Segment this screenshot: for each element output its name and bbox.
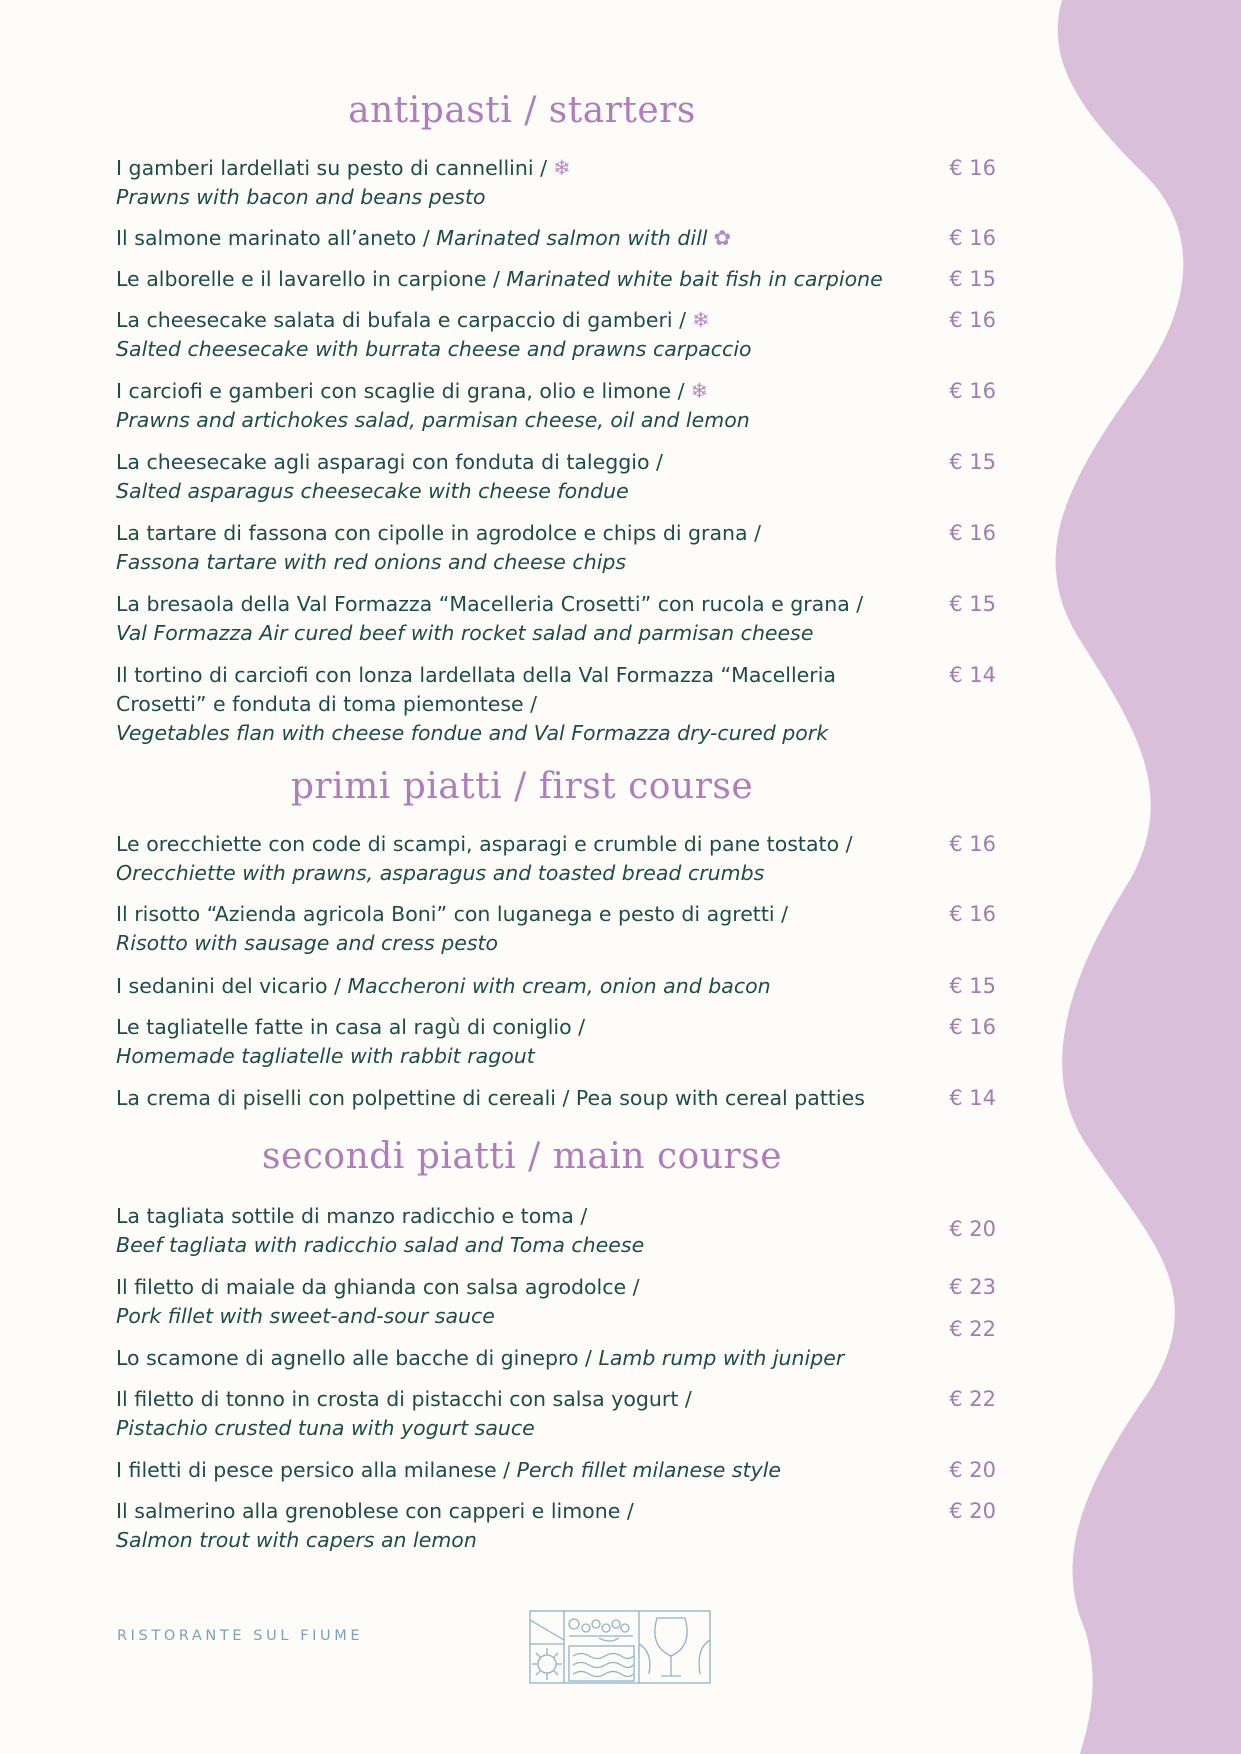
item-description: [116, 661, 886, 748]
menu-item: [116, 448, 996, 506]
item-name-italian: I gamberi lardellati su pesto di cannellini /: [116, 156, 547, 180]
item-description: [116, 830, 886, 888]
menu-item: [116, 265, 996, 294]
item-name-english: Vegetables flan with cheese fondue and Val Formazza dry-cured pork: [116, 721, 829, 745]
item-name-italian: Il salmerino alla grenoblese con capperi e limone /: [116, 1499, 634, 1523]
item-description: [116, 1497, 886, 1555]
item-price: € 20: [949, 1499, 996, 1523]
item-price: € 16: [949, 902, 996, 926]
item-name-italian: I filetti di pesce persico alla milanese /: [116, 1458, 517, 1482]
item-name-italian: Il tortino di carciofi con lonza lardellata della Val Formazza “Macelleria Crosetti” e fonduta di toma piemontese /: [116, 663, 836, 716]
item-description: [116, 154, 886, 212]
item-name-italian: Il risotto “Azienda agricola Boni” con luganega e pesto di agretti /: [116, 902, 789, 926]
item-description: [116, 1456, 886, 1485]
menu-item: [116, 661, 996, 748]
menu-item: [116, 224, 996, 253]
item-name-english: Prawns with bacon and beans pesto: [116, 185, 486, 209]
item-name-english: Pork fillet with sweet-and-sour sauce: [116, 1304, 495, 1328]
item-name-english: Lamb rump with juniper: [598, 1346, 845, 1370]
item-price: € 20: [949, 1458, 996, 1482]
menu-item: [116, 972, 996, 1001]
item-price: € 16: [949, 521, 996, 545]
item-name-english: Pistachio crusted tuna with yogurt sauce: [116, 1416, 535, 1440]
item-price: € 14: [949, 663, 996, 687]
snowflake-icon: ❄: [552, 156, 571, 180]
restaurant-name: RISTORANTE SUL FIUME: [117, 1628, 364, 1644]
item-name-italian: Le orecchiette con code di scampi, asparagi e crumble di pane tostato /: [116, 832, 853, 856]
item-description: [116, 972, 886, 1001]
snowflake-icon: ❄: [692, 308, 710, 332]
item-description: [116, 1385, 886, 1443]
item-name-english: Orecchiette with prawns, asparagus and toasted bread crumbs: [116, 861, 765, 885]
item-name-english: Salted cheesecake with burrata cheese and prawns carpaccio: [116, 337, 752, 361]
snowflake-icon: ❄: [690, 379, 709, 403]
item-name-italian: Il filetto di maiale da ghianda con salsa agrodolce /: [116, 1275, 640, 1299]
item-name-italian: La crema di piselli con polpettine di cereali / Pea soup with cereal patties: [116, 1086, 865, 1110]
item-price: € 15: [949, 267, 996, 291]
item-description: [116, 448, 886, 506]
item-name-italian: La cheesecake agli asparagi con fonduta di taleggio /: [116, 450, 663, 474]
section-title-secondi: secondi piatti / main course: [261, 1136, 783, 1177]
item-price: € 15: [949, 450, 996, 474]
item-name-italian: Le tagliatelle fatte in casa al ragù di coniglio /: [116, 1015, 586, 1039]
menu-item: [116, 1497, 996, 1555]
menu-item: [116, 1013, 996, 1071]
item-name-english: Fassona tartare with red onions and cheese chips: [116, 550, 627, 574]
menu-item: [116, 154, 996, 212]
item-name-english: Risotto with sausage and cress pesto: [116, 931, 499, 955]
menu-item: [116, 1202, 996, 1260]
item-name-italian: La tartare di fassona con cipolle in agrodolce e chips di grana /: [116, 521, 762, 545]
menu-item: [116, 1273, 996, 1331]
menu-item: [116, 306, 996, 364]
item-description: [116, 1084, 886, 1113]
section-title-primi: primi piatti / first course: [290, 766, 754, 807]
item-name-english: Prawns and artichokes salad, parmisan cheese, oil and lemon: [116, 408, 750, 432]
item-price: € 22: [949, 1317, 996, 1341]
menu-item: [116, 1317, 996, 1373]
item-name-english: Homemade tagliatelle with rabbit ragout: [116, 1044, 535, 1068]
item-price: € 15: [949, 974, 996, 998]
item-name-italian: Il salmone marinato all’aneto /: [116, 226, 437, 250]
item-description: [116, 900, 886, 958]
item-description: [116, 1013, 886, 1071]
menu-item: [116, 590, 996, 648]
menu-item: [116, 1385, 996, 1443]
item-price: € 16: [949, 226, 996, 250]
menu-item: [116, 377, 996, 435]
item-name-italian: La bresaola della Val Formazza “Macelleria Crosetti” con rucola e grana /: [116, 592, 864, 616]
item-description: [116, 519, 886, 577]
menu-item: [116, 519, 996, 577]
item-name-italian: Le alborelle e il lavarello in carpione /: [116, 267, 507, 291]
item-name-english: Salted asparagus cheesecake with cheese fondue: [116, 479, 629, 503]
item-price: € 16: [949, 1015, 996, 1039]
item-name-english: Marinated white bait fish in carpione: [506, 267, 883, 291]
item-price: € 22: [949, 1387, 996, 1411]
menu-item: [116, 1084, 996, 1113]
item-description: [116, 224, 886, 253]
item-name-english: Val Formazza Air cured beef with rocket salad and parmisan cheese: [116, 621, 814, 645]
item-name-english: Salmon trout with capers an lemon: [116, 1528, 477, 1552]
item-price: € 16: [949, 379, 996, 403]
item-price: € 15: [949, 592, 996, 616]
item-description: [116, 377, 886, 435]
item-price: € 20: [949, 1217, 996, 1241]
item-description: [116, 265, 886, 294]
menu-item: [116, 900, 996, 958]
item-name-english: Maccheroni with cream, onion and bacon: [347, 974, 771, 998]
item-name-italian: I carciofi e gamberi con scaglie di grana, olio e limone /: [116, 379, 685, 403]
item-description: [116, 1344, 886, 1373]
item-name-italian: La tagliata sottile di manzo radicchio e toma /: [116, 1204, 588, 1228]
item-description: [116, 1273, 886, 1331]
menu-item: [116, 1456, 996, 1485]
item-name-italian: I sedanini del vicario /: [116, 974, 348, 998]
item-name-english: Marinated salmon with dill: [436, 226, 708, 250]
item-name-italian: Lo scamone di agnello alle bacche di ginepro /: [116, 1346, 599, 1370]
item-name-english: Beef tagliata with radicchio salad and Toma cheese: [116, 1233, 645, 1257]
item-name-italian: La cheesecake salata di bufala e carpaccio di gamberi /: [116, 308, 686, 332]
item-description: [116, 306, 886, 364]
menu-item: [116, 830, 996, 888]
item-name-italian: Il filetto di tonno in crosta di pistacchi con salsa yogurt /: [116, 1387, 692, 1411]
item-price: € 14: [949, 1086, 996, 1110]
item-price: € 23: [949, 1275, 996, 1299]
section-title-antipasti: antipasti / starters: [348, 90, 696, 131]
item-description: [116, 1202, 886, 1260]
flower-icon: ✿: [713, 226, 732, 250]
item-price: € 16: [949, 156, 996, 180]
river-landscape-logo-icon: [529, 1610, 711, 1684]
item-price: € 16: [949, 832, 996, 856]
item-name-english: Perch fillet milanese style: [516, 1458, 782, 1482]
item-description: [116, 590, 886, 648]
item-price: € 16: [949, 308, 996, 332]
